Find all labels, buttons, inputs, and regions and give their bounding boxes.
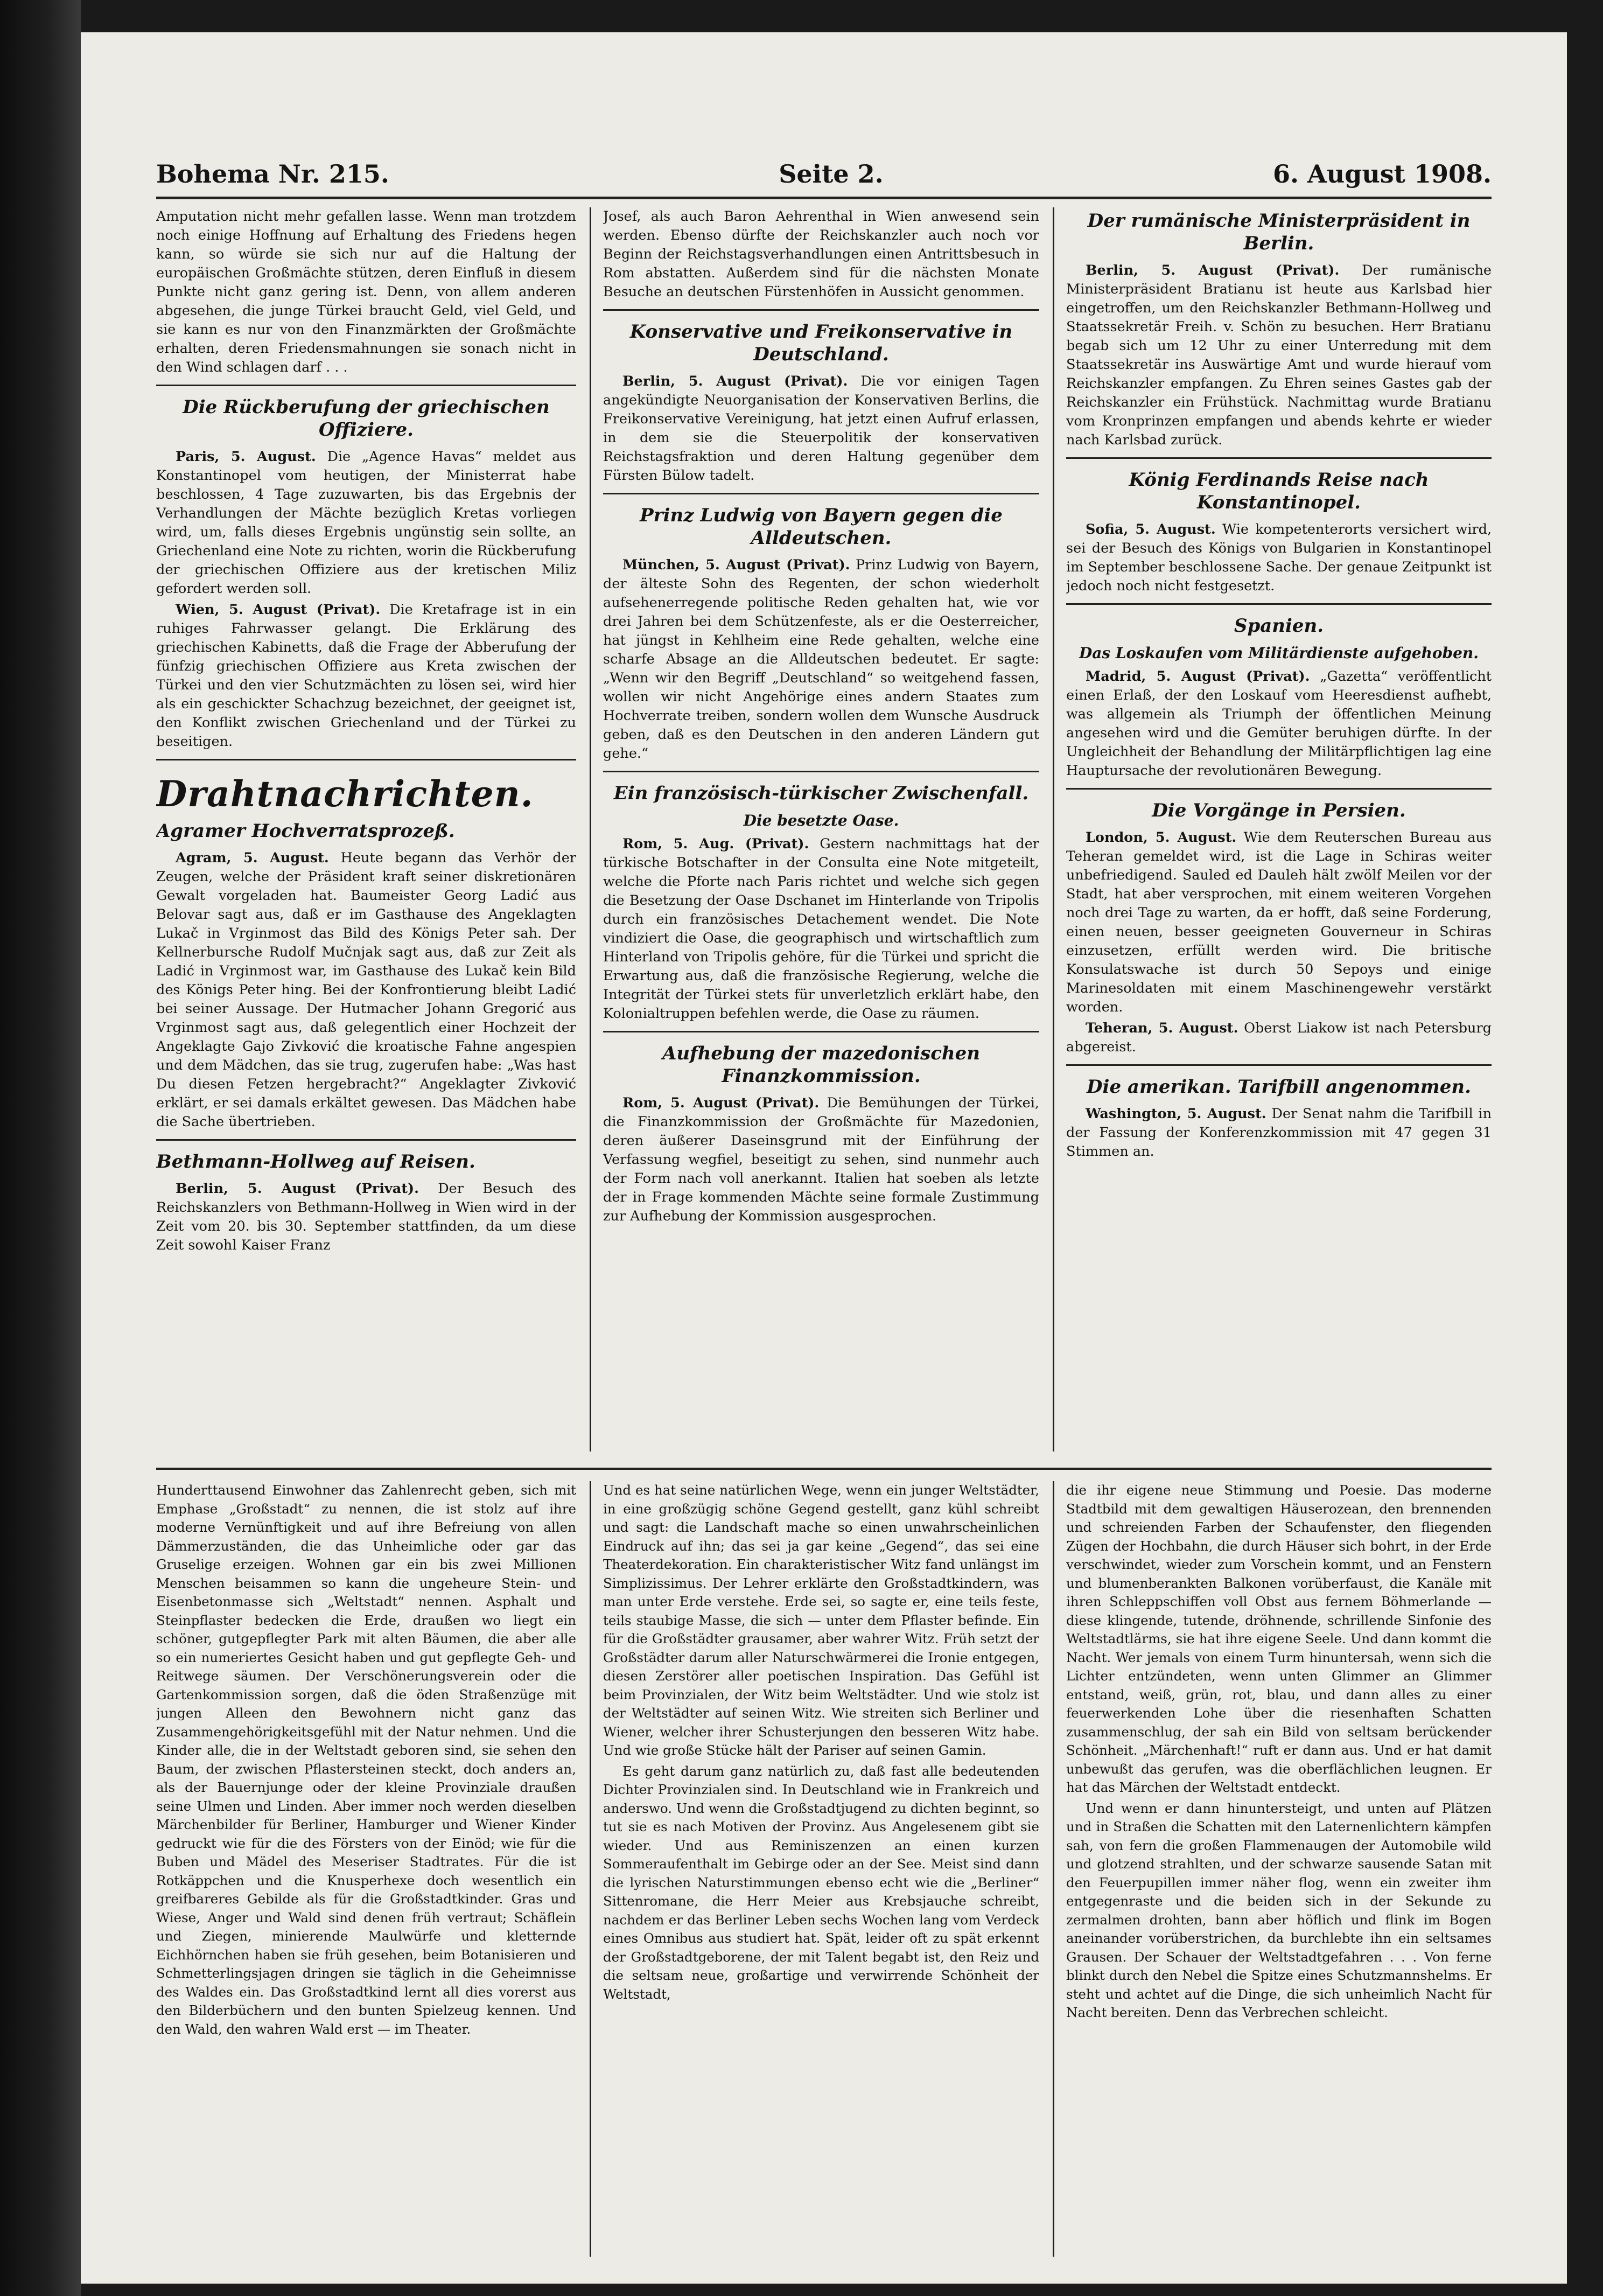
headline-persien: Die Vorgänge in Persien. (1152, 800, 1406, 821)
feuilleton-column-1 (156, 1481, 576, 2262)
article-paragraph: Wien, 5. August (Privat). Die Kretafrage ist in ein ruhiges Fahrwasser gelangt. Die Erklärung des griechischen Kabinetts, daß die Frage der Abberufung der fünfzig griechischen Offiziere aus Kreta zwischen der Türkei und den vier Schutzmächten zu lösen sei, wird hier als ein geschickter Schachzug bezeichnet, der geeignet ist, den Konflikt zwischen Griechenland und der Türkei zu beseitigen. (156, 602, 576, 750)
article-separator (603, 493, 1039, 494)
dateline: Teheran, 5. August. (1086, 1020, 1238, 1036)
dateline: Berlin, 5. August (Privat). (176, 1181, 419, 1197)
feuilleton-rule-1 (590, 1481, 591, 2257)
dateline: Berlin, 5. August (Privat). (1086, 262, 1340, 278)
headline-zwischenfall: Ein französisch-türkischer Zwischenfall. (613, 783, 1029, 804)
section-title-drahtnachrichten: Drahtnachrichten. (156, 773, 534, 815)
news-column-1 (156, 207, 576, 1457)
article-paragraph: Rom, 5. August (Privat). Die Bemühungen der Türkei, die Finanzkommission der Großmächte für Mazedonien, deren äußerer Daseinsgrund mit der Einführung der Verfassung wegfiel, beseitigt zu sehen, sind nunmehr auch der Form nach voll anerkannt. Italien hat soeben als letzte der in Frage kommenden Mächte seine formale Zustimmung zur Aufhebung der Kommission ausgesprochen. (603, 1095, 1039, 1224)
feuilleton-column-3 (1066, 1481, 1492, 2262)
header-page-number: Seite 2. (779, 159, 884, 189)
dateline: Paris, 5. August. (176, 449, 316, 465)
article-paragraph: Teheran, 5. August. Oberst Liakow ist nach Petersburg abgereist. (1066, 1020, 1492, 1055)
scan-dark-margin (0, 0, 81, 2296)
article-paragraph: Berlin, 5. August (Privat). Der rumänische Ministerpräsident Bratianu ist heute aus Karlsbad hier eingetroffen, um den Reichskanzler Bethmann-Hollweg und Staatssekretär Freih. v. Schön zu besuchen. Herr Bratianu begab sich um 12 Uhr zu einer Unterredung mit dem Staatssekretär ins Auswärtige Amt und wurde hierauf vom Reichskanzler empfangen. Zu Ehren seines Gastes gab der Reichskanzler ein Frühstück. Nachmittag wurde Bratianu vom Kronprinzen empfangen und abends kehrte er wieder nach Karlsbad zurück. (1066, 262, 1492, 448)
dateline: Sofia, 5. August. (1086, 521, 1216, 538)
feuilleton-rule-2 (1053, 1481, 1054, 2257)
article-separator (603, 309, 1039, 311)
article-separator (603, 1031, 1039, 1032)
headline-griechische-offiziere: Die Rückberufung der griechischen Offiziere. (183, 396, 550, 441)
headline-bethmann-hollweg: Bethmann-Hollweg auf Reisen. (156, 1151, 475, 1173)
feuilleton-paragraph: die ihr eigene neue Stimmung und Poesie. Das moderne Stadtbild mit dem gewaltigen Häuserozean, den brennenden und schreienden Farben der Schaufenster, den fliegenden Zügen der Hochbahn, die durch Häuser sich bohrt, in der Erde verschwindet, wieder zum Vorschein kommt, und an Fenstern und blumenberankten Balkonen vorüberfaust, die Kanäle mit ihren Schleppschiffen voll Obst aus fernem Böhmerlande — diese klingende, tutende, dröhnende, schrillende Sinfonie des Weltstadtlärms, sie hat ihre eigene Seele. Und dann kommt die Nacht. Wer jemals von einem Turm hinuntersah, wenn sich die Lichter entzündeten, wenn unten Glimmer an Glimmer entstand, weiß, grün, rot, blau, und dann alles zu einer feuerwerkenden Lohe über die riesenhaften Schatten zusammenschlug, der sah ein Bild von seltsam berückender Schönheit. „Märchenhaft!“ ruft er dann aus. Und er hat damit unbewußt das gerufen, was die oberflächlichen leugnen. Er hat das Märchen der Weltstadt entdeckt. (1066, 1482, 1492, 1795)
article-paragraph: Amputation nicht mehr gefallen lasse. Wenn man trotzdem noch einige Hoffnung auf Erhaltung des Friedens hegen kann, so würde sie sich nur auf die Haltung der europäischen Großmächte stützen, deren Einfluß in diesem Punkte nicht ganz gering ist. Denn, von allem anderen abgesehen, die junge Türkei braucht Geld, viel Geld, und sie kann es nur von den Finanzmärkten der Großmächte erhalten, deren Friedensmahnungen sie sonach nicht in den Wind schlagen darf . . . (156, 208, 576, 375)
article-separator (156, 385, 576, 386)
article-separator (156, 1139, 576, 1141)
headline-konservative: Konservative und Freikonservative in Deutschland. (629, 321, 1013, 365)
dateline: Agram, 5. August. (176, 850, 329, 866)
dateline: Rom, 5. Aug. (Privat). (622, 836, 809, 852)
news-column-2 (603, 207, 1039, 1457)
feuilleton-paragraph: Es geht darum ganz natürlich zu, daß fast alle bedeutenden Dichter Provinzialen sind. In Deutschland wie in Frankreich und anderswo. Und wenn die Großstadtjugend zu dichten beginnt, so tut sie es nach Motiven der Provinz. Aus Angelesenem gibt sie wieder. Und aus Reminiszenzen an einen kurzen Sommeraufenthalt im Gebirge oder an der See. Meist sind dann die lyrischen Naturstimmungen ebenso echt wie die „Berliner“ Sittenromane, die Herr Meier aus Krebsjauche schreibt, nachdem er das Berliner Leben sechs Wochen lang vom Verdeck eines Omnibus aus studiert hat. Spät, leider oft zu spät erkennt der Großstadtgeborene, der mit Talent begabt ist, den Reiz und die seltsam neue, großartige und verwirrende Schönheit der Weltstadt, (603, 1763, 1039, 2002)
header-issue: Bohema Nr. 215. (156, 159, 389, 189)
header-date: 6. August 1908. (1273, 159, 1492, 189)
article-paragraph: München, 5. August (Privat). Prinz Ludwig von Bayern, der älteste Sohn des Regenten, der schon wiederholt aufsehenerregende politische Reden gehalten hat, wie vor drei Jahren bei dem Schützenfeste, als er die Oesterreicher, hat jüngst in Kehlheim eine Rede gehalten, welche eine scharfe Absage an die Alldeutschen bedeutet. Er sagte: „Wenn wir den Begriff „Deutschland“ so weitgehend fassen, wollen wir nicht Angehörige eines andern Staates zum Hochverrate treiben, sondern wollen dem Wunsche Ausdruck geben, daß es den Deutschen in den anderen Ländern gut gehe.“ (603, 557, 1039, 762)
headline-finanzkommission: Aufhebung der mazedonischen Finanzkommission. (662, 1043, 980, 1087)
headline-spanien: Spanien. (1234, 615, 1324, 637)
dateline: Rom, 5. August (Privat). (622, 1095, 820, 1111)
newspaper-page (81, 32, 1567, 2284)
article-separator (1066, 457, 1492, 459)
subheadline-oase: Die besetzte Oase. (743, 812, 899, 829)
article-paragraph: Washington, 5. August. Der Senat nahm die Tarifbill in der Fassung der Konferenzkommission mit 47 gegen 31 Stimmen an. (1066, 1106, 1492, 1160)
subheadline-loskaufen: Das Loskaufen vom Militärdienste aufgehoben. (1079, 644, 1479, 662)
feuilleton-divider (156, 1468, 1492, 1470)
article-paragraph: Agram, 5. August. Heute begann das Verhör der Zeugen, welche der Präsident kraft seiner diskretionären Gewalt vorgeladen hat. Baumeister Georg Ladić aus Belovar sagt aus, daß er im Gasthause des Angeklagten Lukač in Vrginmost das Bild des Königs Peter sah. Der Kellnerbursche Rudolf Mučnjak sagt aus, daß zur Zeit als Ladić in Vrginmost war, im Gasthause des Lukač kein Bild des Königs Peter hing. Bei der Konfrontierung bleibt Ladić bei seiner Aussage. Der Hutmacher Johann Gregorić aus Vrginmost sagt aus, daß gelegentlich einer Hochzeit der Angeklagte Gajo Zivković die kroatische Fahne angespien und dem Mädchen, das sie trug, zugerufen habe: „Was hast Du diesen Fetzen hergebracht?“ Angeklagter Zivković erklärt, er sei damals erkältet gewesen. Das Mädchen habe die Sache übertrieben. (156, 850, 576, 1130)
dateline: München, 5. August (Privat). (622, 557, 850, 573)
headline-rumaenischer-minister: Der rumänische Ministerpräsident in Berlin. (1087, 210, 1471, 254)
feuilleton-paragraph: Und es hat seine natürlichen Wege, wenn ein junger Weltstädter, in eine großzügig schöne Gegend gestellt, ganz kühl schreibt und sagt: die Landschaft mache so einen unwahrscheinlichen Eindruck auf ihn; das sei ja gar keine „Gegend“, das sei eine Theaterdekoration. Ein charakteristischer Witz fand unlängst im Simplizissimus. Der Lehrer erklärte den Großstadtkindern, was man unter Erde verstehe. Erde sei, so sagte er, eine teils feste, teils staubige Masse, die sich — unter dem Pflaster befinde. Ein für die Großstädter grausamer, aber wahrer Witz. Früh setzt der Großstädter darum aller Naturschwärmerei die Ironie entgegen, diesen Zerstörer aller poetischen Inspiration. Das Gefühl ist beim Provinzialen, der Witz beim Weltstädter. Und wie stolz ist der Weltstädter auf seinen Witz. Wie streiten sich Berliner und Wiener, welcher ihrer Schusterjungen den besseren Witz habe. Und wie große Stücke hält der Pariser auf seinen Gamin. (603, 1482, 1039, 1758)
headline-tarifbill: Die amerikan. Tarifbill angenommen. (1087, 1076, 1471, 1098)
article-separator (1066, 1064, 1492, 1066)
headline-agramer-prozess: Agramer Hochverratsprozeß. (156, 820, 455, 842)
feuilleton-paragraph: Hunderttausend Einwohner das Zahlenrecht geben, sich mit Emphase „Großstadt“ zu nennen, die ist stolz auf ihre moderne Vernünftigkeit und auf ihre Befreiung von allen Dämmerzuständen, die das Unheimliche oder gar das Gruselige erzeigen. Wohnen gar ein bis zwei Millionen Menschen beisammen so kann die ungeheure Stein- und Eisenbetonmasse sich „Weltstadt“ nennen. Asphalt und Steinpflaster bedecken die Erde, draußen wo liegt ein schöner, gutgepflegter Park mit alten Bäumen, die aber alle so ein numeriertes Gesicht haben und gut gepflegte Geh- und Reitwege säumen. Der Verschönerungsverein oder die Gartenkommission sorgen, daß die öden Straßenzüge mit jungen Alleen den Bewohnern nicht ganz das Zusammengehörigkeitsgefühl mit der Natur nehmen. Und die Kinder alle, die in der Weltstadt geboren sind, sie sehen den Baum, der zwischen Pflastersteinen steckt, doch anders an, als der Bauernjunge oder der kleine Provinziale draußen seine Ulmen und Linden. Aber immer noch werden dieselben Märchenbilder für Berliner, Hamburger und Wiener Kinder gedruckt wie für die des Försters von der Einöd; wie für die Buben und Mädel des Meseriser Stadtrates. Für die ist Rotkäppchen und die Knusperhexe doch wesentlich ein greifbareres Gebilde als für die Großstadtkinder. Gras und Wiese, Anger und Wald sind denen früh vertraut; Schäflein und Ziegen, minierende Maulwürfe und kletternde Eichhörnchen haben sie früh gesehen, beim Botanisieren und Schmetterlingsjagen dringen sie täglich in die Geheimnisse des Waldes ein. Das Großstadtkind lernt all dies vorerst aus den Bilderbüchern und den bunten Spielzeug kennen. Und den Wald, den wahren Wald erst — im Theater. (156, 1482, 576, 2037)
dateline: London, 5. August. (1086, 829, 1237, 846)
dateline: Wien, 5. August (Privat). (176, 602, 381, 618)
dateline: Washington, 5. August. (1086, 1106, 1266, 1122)
headline-prinz-ludwig: Prinz Ludwig von Bayern gegen die Alldeutschen. (640, 505, 1003, 549)
feuilleton-column-2 (603, 1481, 1039, 2262)
column-rule-2 (1053, 207, 1054, 1451)
article-separator (1066, 788, 1492, 790)
article-paragraph: Josef, als auch Baron Aehrenthal in Wien anwesend sein werden. Ebenso dürfte der Reichskanzler auch noch vor Beginn der Reichstagsverhandlungen einen Antrittsbesuch in Rom abstatten. Außerdem sind für die nächsten Monate Besuche an deutschen Fürstenhöfen in Aussicht genommen. (603, 208, 1039, 300)
article-separator (603, 771, 1039, 772)
header-rule (156, 197, 1492, 199)
feuilleton-paragraph: Und wenn er dann hinuntersteigt, und unten auf Plätzen und in Straßen die Schatten mit den Laternenlichtern kämpfen sah, von fern die großen Flammenaugen der Automobile wild und glotzend strahlten, und der schwarze sausende Satan mit den Feuerpupillen immer näher flog, wenn ein zweiter ihm entgegenraste und die beiden sich in der Sekunde zu zermalmen drohten, bann aber höflich und flink im Bogen aneinander vorüberstrichen, da burchlebte ihn ein seltsames Grausen. Der Schauer der Weltstadtgefahren . . . Von ferne blinkt durch den Nebel die Spitze eines Schutzmannshelms. Er steht und achtet auf die Dinge, die sich unheimlich Nacht für Nacht bereiten. Denn das Verbrechen schleicht. (1066, 1800, 1492, 2020)
article-paragraph: London, 5. August. Wie dem Reuterschen Bureau aus Teheran gemeldet wird, ist die Lage in Schiras weiter unbefriedigend. Sauled ed Dauleh hält zwölf Meilen vor der Stadt, hat aber versprochen, mit einem weiteren Vorgehen noch drei Tage zu warten, da er hofft, daß seine Forderung, einen neuen, besser geeigneten Gouverneur in Schiras einzusetzen, erfüllt werden wird. Die britische Konsulatswache ist durch 50 Sepoys und einige Marinesoldaten mit einem Maschinengewehr verstärkt worden. (1066, 829, 1492, 1015)
page-header (156, 145, 1492, 189)
article-paragraph: Sofia, 5. August. Wie kompetenterorts versichert wird, sei der Besuch des Königs von Bulgarien in Konstantinopel im September beschlossene Sache. Der genaue Zeitpunkt ist jedoch noch nicht festgesetzt. (1066, 521, 1492, 594)
dateline: Madrid, 5. August (Privat). (1086, 668, 1310, 685)
column-rule-1 (590, 207, 591, 1451)
article-separator (156, 759, 576, 760)
article-separator (1066, 603, 1492, 605)
article-paragraph: Berlin, 5. August (Privat). Der Besuch des Reichskanzlers von Bethmann-Hollweg in Wien wird in der Zeit vom 20. bis 30. September stattfinden, da um diese Zeit sowohl Kaiser Franz (156, 1181, 576, 1253)
article-paragraph: Paris, 5. August. Die „Agence Havas“ meldet aus Konstantinopel vom heutigen, der Ministerrat habe beschlossen, 4 Tage zuzuwarten, bis das Ergebnis der Verhandlungen der Mächte bezüglich Kretas vorliegen wird, um, falls dieses Ergebnis ungünstig sein sollte, an Griechenland eine Note zu richten, worin die Rückberufung der griechischen Offiziere aus der kretischen Miliz gefordert werden soll. (156, 449, 576, 597)
headline-koenig-ferdinand: König Ferdinands Reise nach Konstantinopel. (1129, 469, 1429, 513)
news-column-3 (1066, 207, 1492, 1457)
article-paragraph: Madrid, 5. August (Privat). „Gazetta“ veröffentlicht einen Erlaß, der den Loskauf vom Heeresdienst aufhebt, was allgemein als Triumph der öffentlichen Meinung angesehen wird und die Gemüter beruhigen dürfte. In der Ungleichheit der Behandlung der Militärpflichtigen lag eine Hauptursache der revolutionären Bewegung. (1066, 668, 1492, 779)
dateline: Berlin, 5. August (Privat). (622, 373, 848, 389)
article-paragraph: Berlin, 5. August (Privat). Die vor einigen Tagen angekündigte Neuorganisation der Konservativen Berlins, die Freikonservative Vereinigung, hat jetzt einen Aufruf erlassen, in dem sie die Steuerpolitik der konservativen Reichstagsfraktion und deren Haltung gegenüber dem Fürsten Bülow tadelt. (603, 373, 1039, 484)
article-paragraph: Rom, 5. Aug. (Privat). Gestern nachmittags hat der türkische Botschafter in der Consulta eine Note mitgeteilt, welche die Pforte nach Paris richtet und welche sich gegen die Besetzung der Oase Dschanet im Hinterlande von Tripolis durch ein französisches Detachement wendet. Die Note vindiziert die Oase, die geographisch und wirtschaftlich zum Hinterland von Tripolis gehöre, für die Türkei und spricht die Erwartung aus, daß die französische Regierung, welche die Integrität der Türkei stets für unverletzlich erklärt habe, den Kolonialtruppen befehlen werde, die Oase zu räumen. (603, 836, 1039, 1022)
